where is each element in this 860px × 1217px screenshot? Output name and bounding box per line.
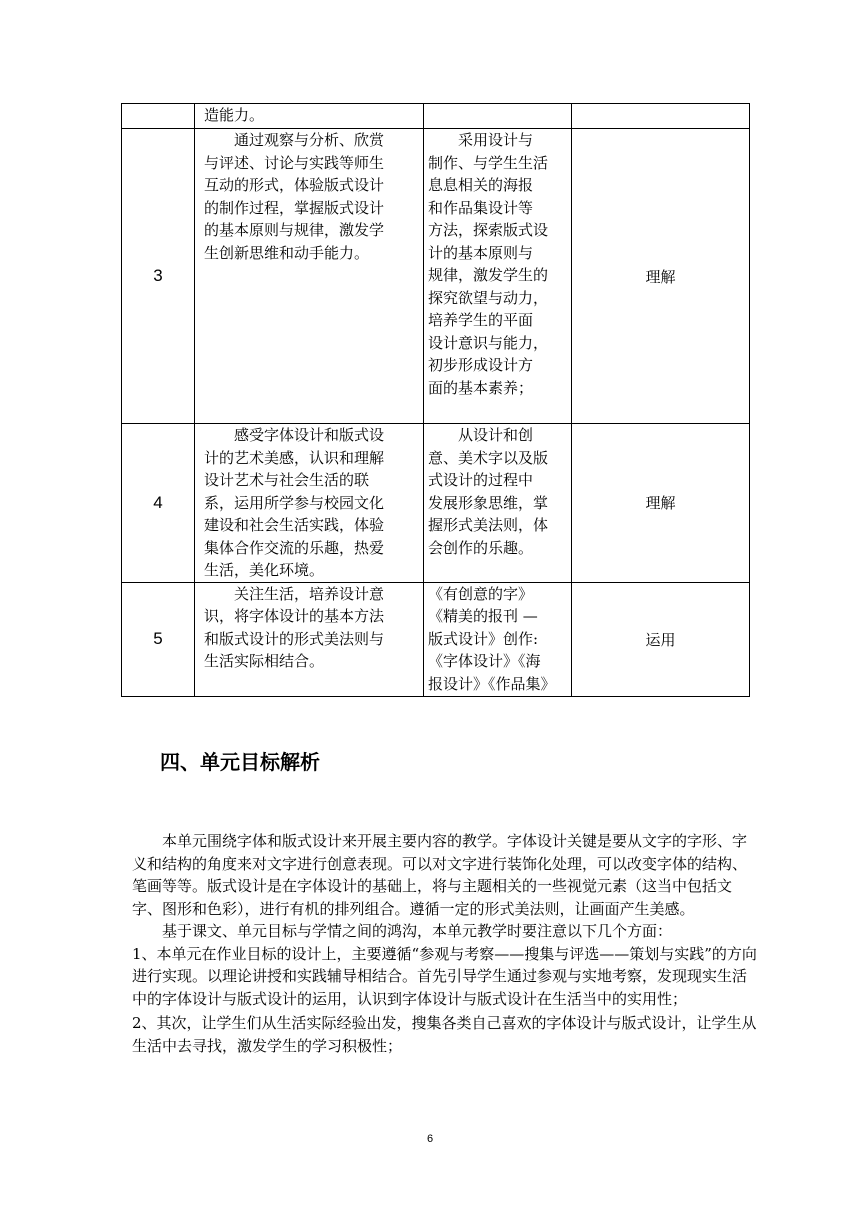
paragraph: 基于课文、单元目标与学情之间的鸿沟，本单元教学时要注意以下几个方面： bbox=[162, 922, 673, 940]
method-cell: 《有创意的字》 《精美的报刊 — 版式设计》创作: 《字体设计》《海 报设计》《作品集》 bbox=[424, 582, 572, 696]
method-cell: 从设计和创 意、美术字以及版 式设计的过程中 发展形象思维，掌 握形式美法则，体 会创作的乐趣。 bbox=[424, 424, 572, 583]
method-cell: 采用设计与 制作、与学生生活 息息相关的海报 和作品集设计等 方法，探索版式设 计的基本原则与 规律，激发学生的 探究欲望与动力， 培养学生的平面 设计意识与能力， 初步形成设计方 面的基本素养； bbox=[424, 129, 572, 424]
table-row bbox=[122, 129, 750, 424]
row-number: 3 bbox=[122, 129, 195, 424]
goal-cell: 造能力。 bbox=[195, 104, 424, 129]
goal-cell: 关注生活，培养设计意 识，将字体设计的基本方法 和版式设计的形式美法则与 生活实际相结合。 bbox=[195, 582, 424, 696]
page-number: 6 bbox=[426, 1133, 434, 1145]
row-number: 4 bbox=[122, 424, 195, 583]
goal-cell: 通过观察与分析、欣赏 与评述、讨论与实践等师生 互动的形式，体验版式设计 的制作过程，掌握版式设计 的基本原则与规律，激发学 生创新思维和动手能力。 bbox=[195, 129, 424, 424]
row-number: 5 bbox=[122, 582, 195, 696]
section-heading: 四、单元目标解析 bbox=[160, 750, 320, 774]
level-cell bbox=[572, 104, 750, 129]
method-cell bbox=[424, 104, 572, 129]
row-number bbox=[122, 104, 195, 129]
table-row bbox=[122, 424, 750, 583]
level-cell: 运用 bbox=[572, 582, 750, 696]
unit-goals-table bbox=[121, 103, 750, 697]
goal-cell: 感受字体设计和版式设 计的艺术美感，认识和理解 设计艺术与社会生活的联 系，运用所学参与校园文化 建设和社会生活实践，体验 集体合作交流的乐趣，热爱 生活，美化环境。 bbox=[195, 424, 424, 583]
section-body bbox=[132, 830, 758, 1057]
paragraph: 本单元围绕字体和版式设计来开展主要内容的教学。字体设计关键是要从文字的字形、字义和结构的角度来对文字进行创意表现。可以对文字进行装饰化处理，可以改变字体的结构、笔画等等。版式设计是在字体设计的基础上，将与主题相关的一些视觉元素（这当中包括文字、图形和色彩），进行有机的排列组合。遵循一定的形式美法则，让画面产生美感。 bbox=[132, 832, 748, 918]
paragraph: 2、其次，让学生们从生活实际经验出发，搜集各类自己喜欢的字体设计与版式设计，让学生从生活中去寻找，激发学生的学习积极性； bbox=[132, 1014, 757, 1055]
level-cell: 理解 bbox=[572, 129, 750, 424]
table-row bbox=[122, 582, 750, 696]
paragraph: 1、本单元在作业目标的设计上，主要遵循“参观与考察——搜集与评选——策划与实践”的方向进行实现。以理论讲授和实践辅导相结合。首先引导学生通过参观与实地考察，发现现实生活中的字体设计与版式设计的运用，认识到字体设计与版式设计在生活当中的实用性； bbox=[132, 944, 757, 1008]
level-cell: 理解 bbox=[572, 424, 750, 583]
table-row bbox=[122, 104, 750, 129]
